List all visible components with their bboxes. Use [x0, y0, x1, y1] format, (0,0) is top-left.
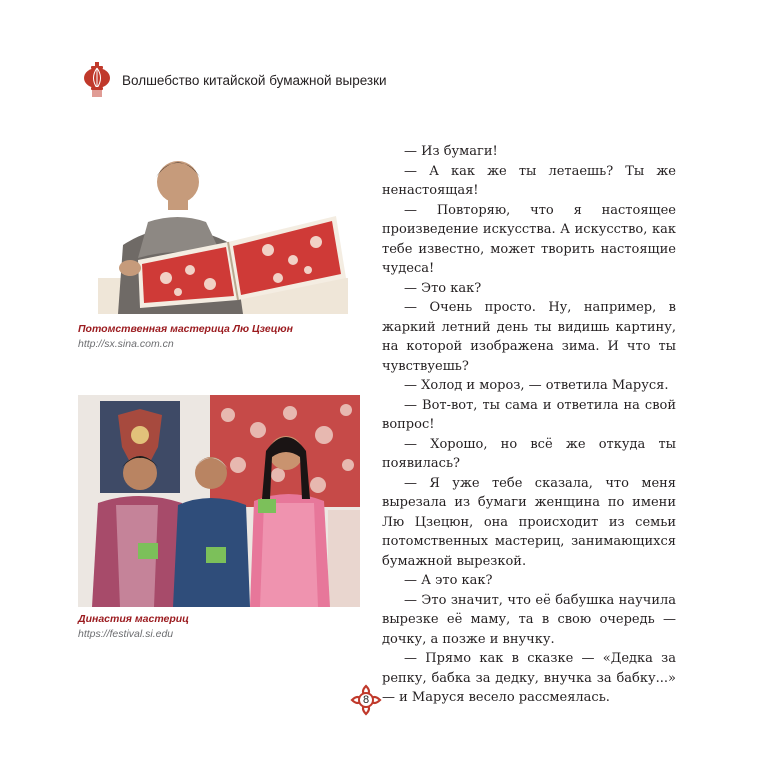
photo-master-liu: [78, 150, 348, 314]
page-number-label: 8: [362, 694, 370, 706]
header-title: Волшебство китайской бумажной вырезки: [122, 72, 387, 88]
dialogue-paragraph: — А это как?: [404, 573, 493, 588]
dialogue-paragraph: — Это значит, что её бабушка научила вырезке её маму, та в свою очередь — дочку, а позже и внучку.: [382, 592, 676, 647]
dialogue-paragraph: — Хорошо, но всё же откуда ты появилась?: [382, 436, 676, 471]
lantern-icon: [82, 62, 112, 98]
story-text: [382, 142, 676, 708]
caption-source-link[interactable]: http://sx.sina.com.cn: [78, 338, 174, 350]
figure-caption-2: [78, 612, 189, 642]
caption-title: Потомственная мастерица Лю Цзецюн: [78, 323, 293, 335]
caption-title: Династия мастериц: [78, 613, 189, 625]
page-number: [348, 682, 384, 718]
dialogue-paragraph: — А как же ты летаешь? Ты же ненастоящая!: [382, 163, 676, 198]
dialogue-paragraph: — Из бумаги!: [404, 144, 498, 159]
caption-source-link[interactable]: https://festival.si.edu: [78, 628, 174, 640]
dialogue-paragraph: — Очень просто. Ну, например, в жаркий летний день ты видишь картину, на которой изображена зима. И что ты чувствуешь?: [382, 300, 676, 374]
page-header: [82, 62, 387, 98]
dialogue-paragraph: — Холод и мороз, — ответила Маруся.: [404, 378, 669, 393]
dialogue-paragraph: — Это как?: [404, 280, 482, 296]
photo-dynasty-masters: [78, 395, 360, 607]
figure-caption-1: [78, 322, 293, 352]
dialogue-paragraph: — Прямо как в сказке — «Дедка за репку, бабка за дедку, внучка за бабку...» — и Маруся весело рассмеялась.: [382, 651, 676, 705]
dialogue-paragraph: — Вот-вот, ты сама и ответила на свой вопрос!: [382, 397, 676, 432]
dialogue-paragraph: — Повторяю, что я настоящее произведение искусства. А искусство, как тебе известно, может творить настоящие чудеса!: [382, 202, 676, 276]
dialogue-paragraph: — Я уже тебе сказала, что меня вырезала из бумаги женщина по имени Лю Цзецюн, она происходит из семьи потомственных мастериц, занимающихся бумажной вырезкой.: [382, 475, 676, 569]
